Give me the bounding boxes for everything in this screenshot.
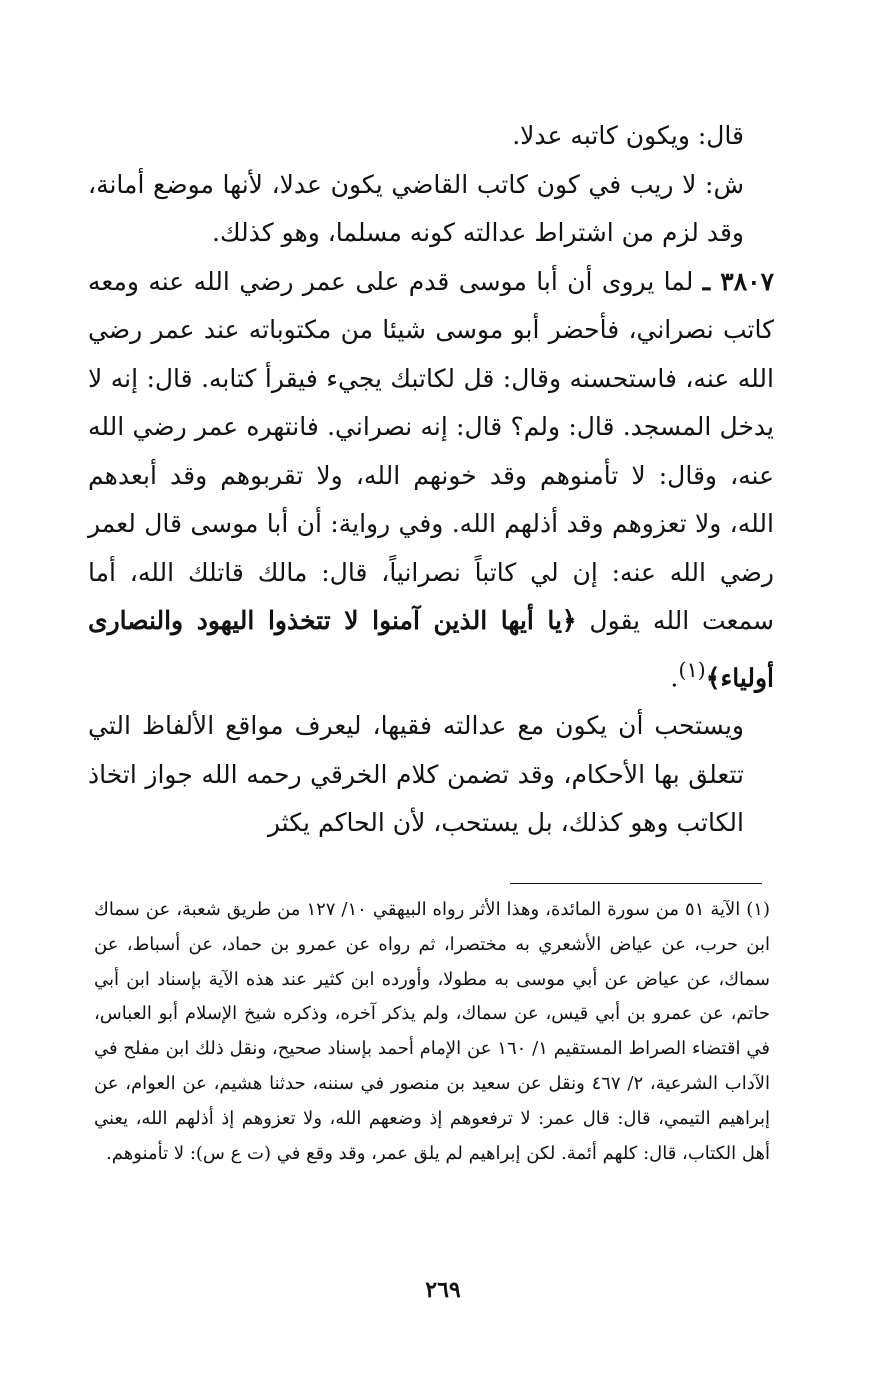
- footnote-divider: [510, 883, 762, 884]
- quran-quote: ﴿يا أيها الذين آمنوا لا تتخذوا اليهود والنصارى أولياء﴾: [88, 606, 774, 692]
- paragraph: ويستحب أن يكون مع عدالته فقيها، ليعرف مواقع الألفاظ التي تتعلق بها الأحكام، وقد تضمن كلام الخرقي رحمه الله جواز اتخاذ الكاتب وهو كذلك، بل يستحب، لأن الحاكم يكثر: [88, 711, 744, 838]
- footnotes: [94, 893, 770, 1171]
- paragraph-text: لما يروى أن أبا موسى قدم على عمر رضي الله عنه ومعه كاتب نصراني، فأحضر أبو موسى شيئا من مكتوباته عند عمر رضي الله عنه، فاستحسنه وقال: قل لكاتبك يجيء فيقرأ كتابه. قال: إنه لا يدخل المسجد. قال: ولم؟ قال: إنه نصراني. فانتهره عمر رضي الله عنه، وقال: لا تأمنوهم وقد خونهم الله، ولا تقربوهم وقد أبعدهم الله، ولا تعزوهم وقد أذلهم الله. وفي رواية: أن أبا موسى قال لعمر رضي الله عنه: إن لي كاتباً نصرانياً، قال: مالك قاتلك الله، أما سمعت الله يقول: [88, 266, 774, 635]
- page-number: ٢٦٩: [425, 1277, 461, 1303]
- paragraph-end: .: [670, 662, 679, 692]
- footnote-1: (١) الآية ٥١ من سورة المائدة، وهذا الأثر رواه البيهقي ١٠/ ١٢٧ من طريق شعبة، عن سماك ابن حرب، عن عياض الأشعري به مختصرا، ثم رواه عن عمرو بن حماد، عن أسباط، عن سماك، عن عياض عن أبي موسى به مطولا، وأورده ابن كثير عند هذه الآية بإسناد ابن أبي حاتم، عن عمرو بن أبي قيس، عن سماك، ولم يذكر آخره، وذكره شيخ الإسلام أبو العباس، في اقتضاء الصراط المستقيم ١/ ١٦٠ عن الإمام أحمد بإسناد صحيح، ونقل ذلك ابن مفلح في الآداب الشرعية، ٢/ ٤٦٧ ونقل عن سعيد بن منصور في سننه، حدثنا هشيم، عن العوام، عن إبراهيم التيمي، قال: قال عمر: لا ترفعوهم إذ وضعهم الله، ولا تعزوهم إذ أذلهم الله، يعني أهل الكتاب، قال: كلهم أئمة. لكن إبراهيم لم يلق عمر، وقد وقع في (ت ع س): لا تأمنوهم.: [94, 899, 770, 1164]
- footnote-ref[interactable]: (١): [678, 657, 706, 682]
- paragraph-number: ٣٨٠٧ ـ: [702, 266, 774, 296]
- main-text: [88, 112, 774, 848]
- numbered-paragraph: [88, 258, 774, 703]
- matn-line: قال: ويكون كاتبه عدلا.: [512, 121, 744, 150]
- sharh-paragraph: ش: لا ريب في كون كاتب القاضي يكون عدلا، لأنها موضع أمانة، وقد لزم من اشتراط عدالته كونه مسلما، وهو كذلك.: [88, 169, 744, 247]
